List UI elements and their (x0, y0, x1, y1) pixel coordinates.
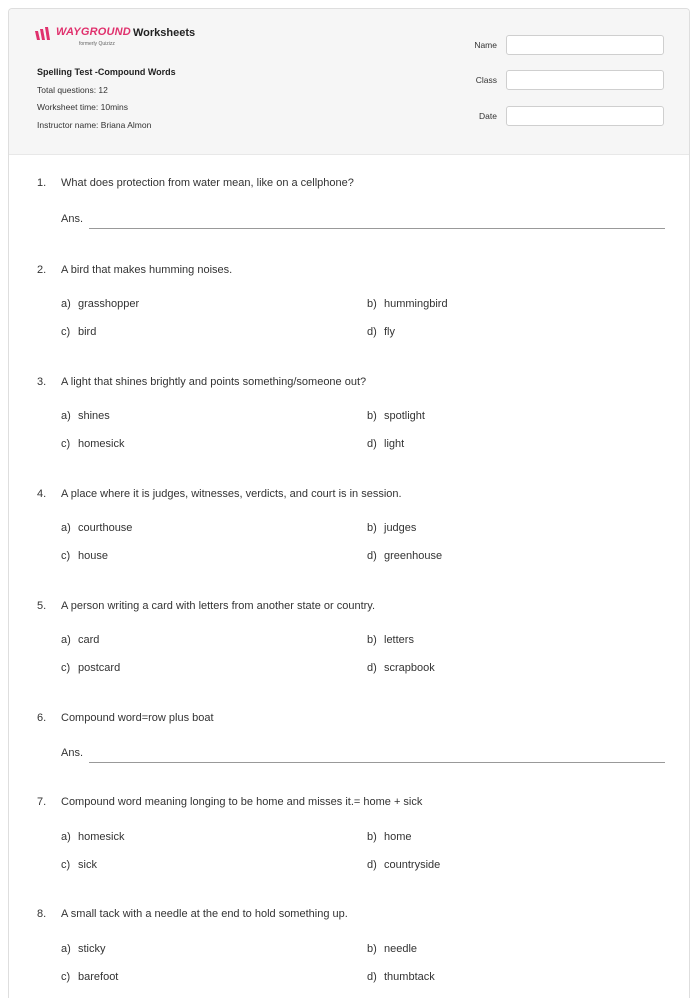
option-b[interactable]: b) judges (367, 522, 417, 534)
option-a[interactable]: a) shines (61, 410, 110, 422)
question-text: A bird that makes humming noises. (61, 264, 233, 276)
answer-label: Ans. (61, 213, 84, 225)
answer-line[interactable] (89, 228, 665, 229)
option-b[interactable]: b) hummingbird (367, 298, 448, 310)
date-field[interactable] (506, 106, 664, 126)
option-d[interactable]: d) thumbtack (367, 971, 435, 983)
option-a[interactable]: a) homesick (61, 831, 125, 843)
question-number: 3. (37, 376, 47, 388)
worksheet-time: Worksheet time: 10mins (37, 102, 129, 112)
option-c[interactable]: c) barefoot (61, 971, 119, 983)
brand-subtitle: formerly Quizizz (79, 41, 115, 47)
option-a[interactable]: a) grasshopper (61, 298, 140, 310)
class-field[interactable] (506, 70, 664, 90)
option-b[interactable]: b) needle (367, 943, 418, 955)
question-text: A place where it is judges, witnesses, verdicts, and court is in session. (61, 488, 402, 500)
option-c[interactable]: c) sick (61, 859, 97, 871)
question-number: 6. (37, 712, 47, 724)
answer-label: Ans. (61, 747, 84, 759)
question-text: Compound word=row plus boat (61, 712, 214, 724)
question-number: 2. (37, 264, 47, 276)
option-d[interactable]: d) greenhouse (367, 550, 443, 562)
wayground-logo-icon (35, 27, 53, 41)
brand-wordmark: WAYGROUND (56, 26, 131, 38)
brand-title: Worksheets (133, 27, 196, 39)
question-number: 8. (37, 908, 47, 920)
name-field[interactable] (506, 35, 664, 55)
option-d[interactable]: d) fly (367, 326, 395, 338)
option-a[interactable]: a) courthouse (61, 522, 133, 534)
answer-line[interactable] (89, 762, 665, 763)
option-a[interactable]: a) card (61, 634, 100, 646)
option-d[interactable]: d) light (367, 438, 405, 450)
option-d[interactable]: d) scrapbook (367, 662, 435, 674)
question-text: A person writing a card with letters from another state or country. (61, 600, 376, 612)
question-text: A light that shines brightly and points something/someone out? (61, 376, 367, 388)
worksheet (8, 8, 690, 998)
question-number: 1. (37, 177, 47, 189)
option-b[interactable]: b) home (367, 831, 412, 843)
instructor-name: Instructor name: Briana Almon (37, 120, 152, 130)
option-a[interactable]: a) sticky (61, 943, 106, 955)
class-label: Class (475, 75, 497, 85)
option-c[interactable]: c) postcard (61, 662, 121, 674)
option-b[interactable]: b) letters (367, 634, 414, 646)
question-number: 7. (37, 796, 47, 808)
question-text: A small tack with a needle at the end to hold something up. (61, 908, 348, 920)
option-c[interactable]: c) homesick (61, 438, 125, 450)
date-label: Date (479, 111, 497, 121)
option-c[interactable]: c) house (61, 550, 108, 562)
option-c[interactable]: c) bird (61, 326, 97, 338)
question-text: What does protection from water mean, like on a cellphone? (61, 177, 354, 189)
option-b[interactable]: b) spotlight (367, 410, 425, 422)
question-number: 5. (37, 600, 47, 612)
worksheet-header (9, 9, 689, 155)
option-d[interactable]: d) countryside (367, 859, 441, 871)
question-text: Compound word meaning longing to be home and misses it.= home + sick (61, 796, 423, 808)
name-label: Name (474, 40, 497, 50)
worksheet-title: Spelling Test -Compound Words (37, 67, 176, 77)
question-number: 4. (37, 488, 47, 500)
total-questions: Total questions: 12 (37, 85, 108, 95)
